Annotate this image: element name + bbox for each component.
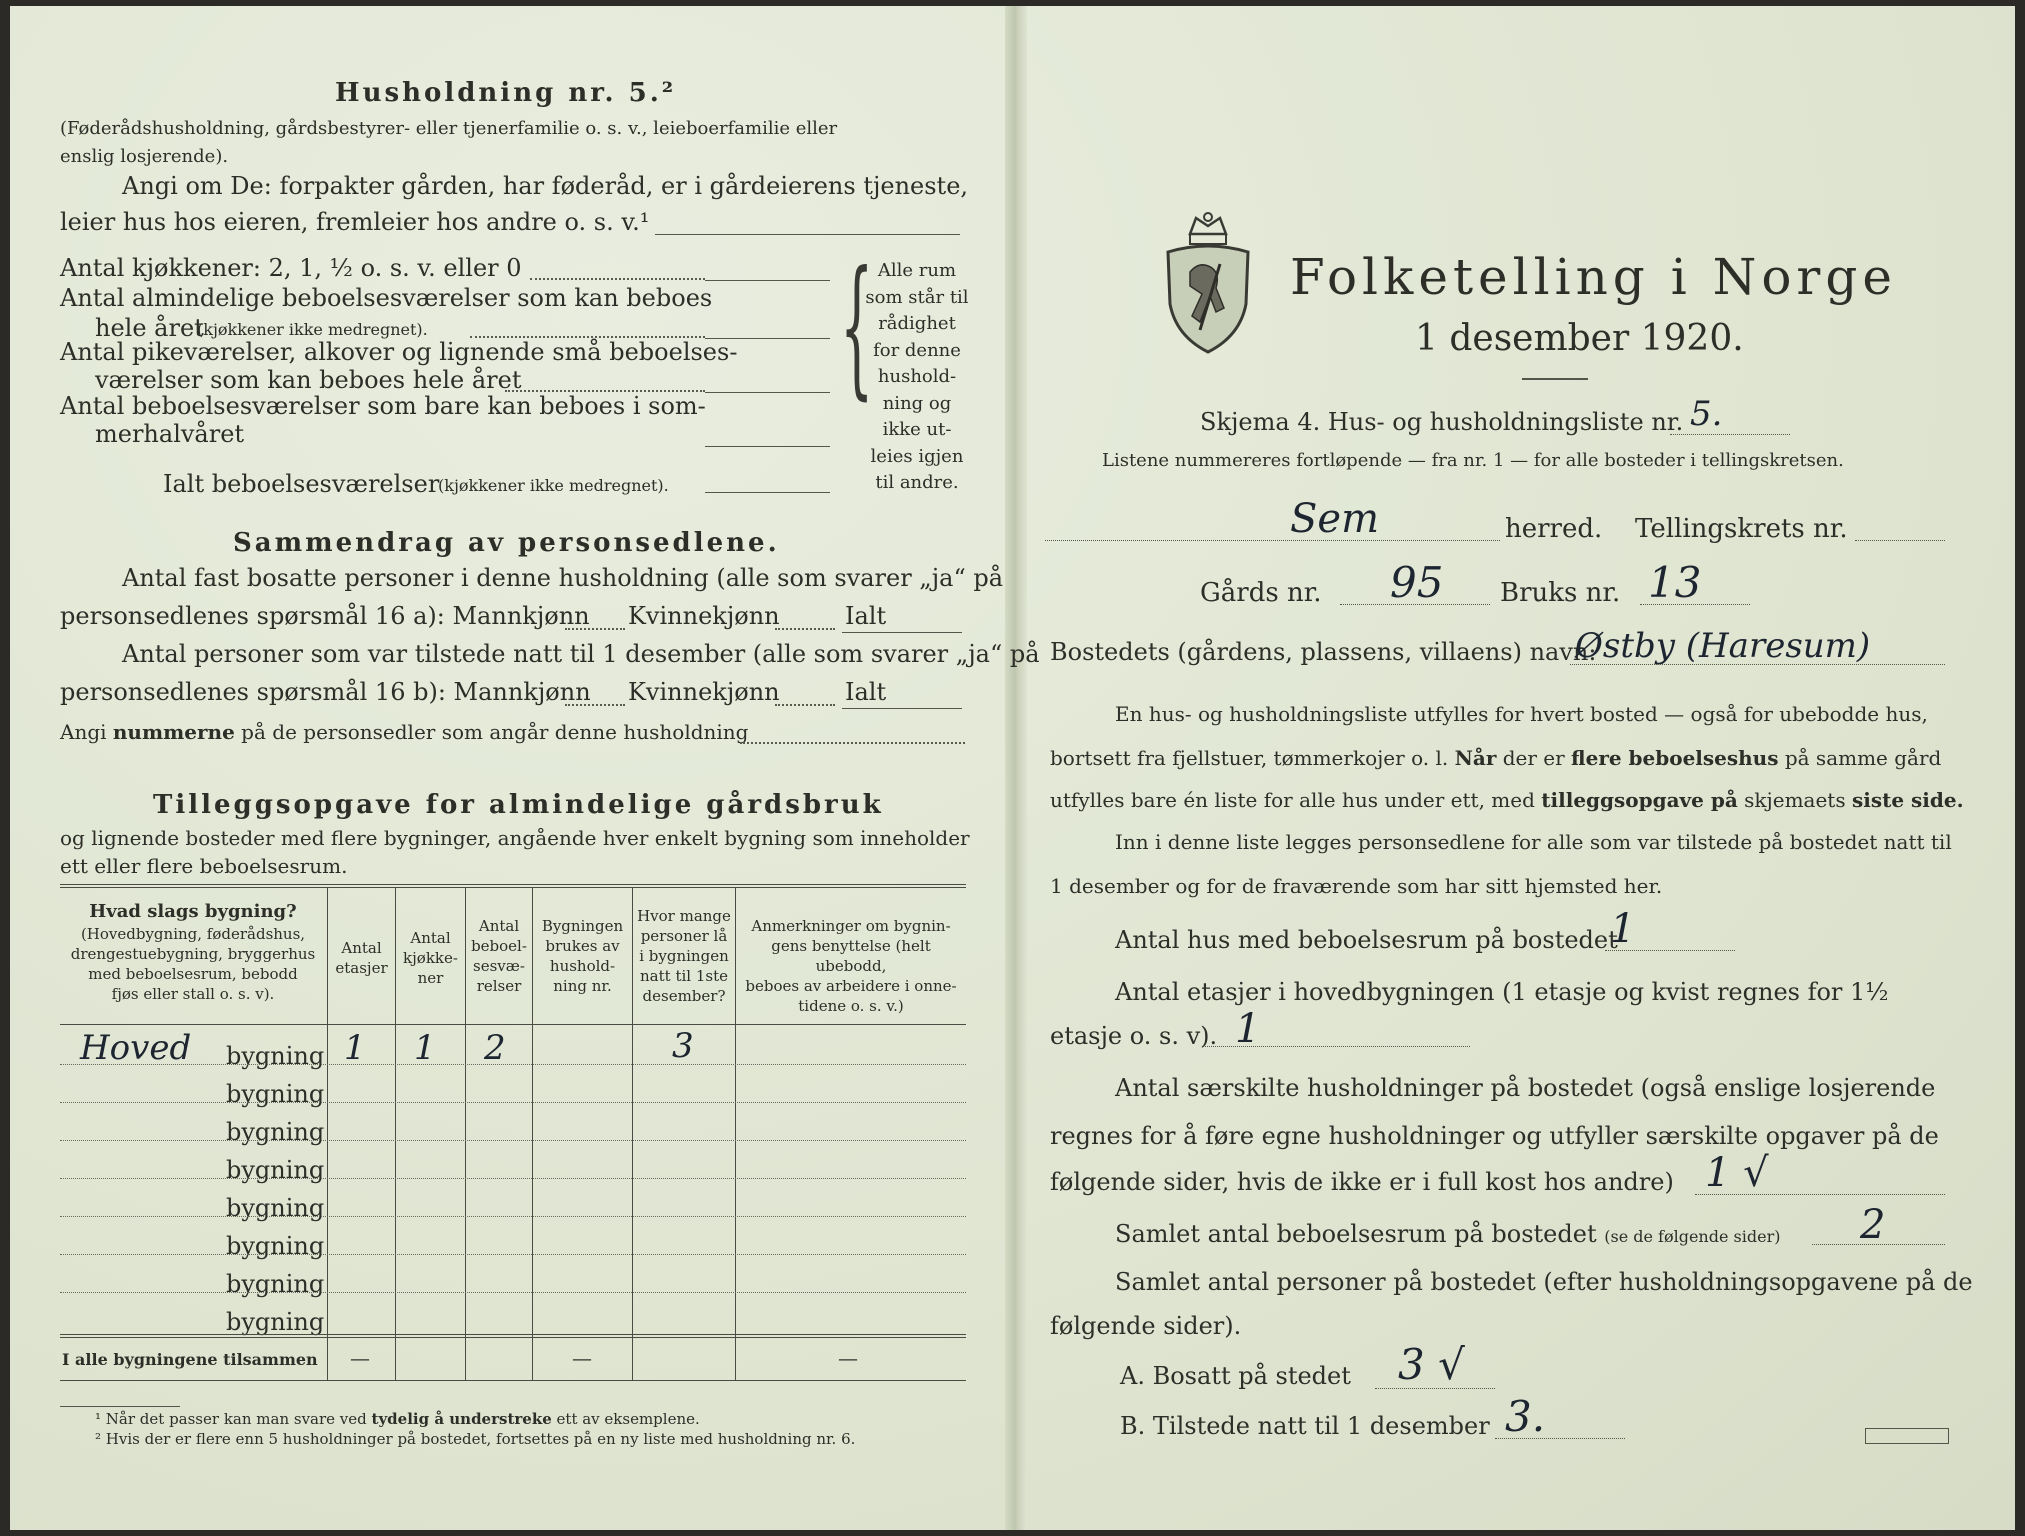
instructions-line-4: Inn i denne liste legges personsedlene for alle som var tilstede på bostedet natt til <box>1115 830 1952 854</box>
household-intro: (Føderådshusholdning, gårdsbestyrer- eller tjenerfamilie o. s. v., leieboerfamilie eller <box>60 118 838 139</box>
row1-persons: 3 <box>672 1026 694 1066</box>
households-line <box>1695 1194 1945 1195</box>
present-value: 3. <box>1505 1392 1546 1441</box>
table-row-word: bygning <box>226 1118 325 1146</box>
total-floors-dash: — <box>350 1346 370 1370</box>
place-name-line <box>1570 664 1945 665</box>
resident-line <box>1375 1388 1495 1389</box>
total-b-answer <box>842 708 962 709</box>
summary-line-1: Antal fast bosatte personer i denne husholdning (alle som svarer „ja“ på <box>122 564 1004 592</box>
total-rooms-label: Samlet antal beboelsesrum på bostedet (se de følgende sider) <box>1115 1220 1781 1248</box>
place-name-value: Østby (Haresum) <box>1575 626 1871 666</box>
schema-number-line <box>1670 434 1790 435</box>
table-col-line <box>327 888 328 1380</box>
table-row-word: bygning <box>226 1308 325 1336</box>
coat-of-arms-icon <box>1160 212 1256 356</box>
table-row-word: bygning <box>226 1042 325 1070</box>
table-row-rule <box>60 1216 966 1217</box>
table-head-kitchens: Antal kjøkke- ner <box>403 929 458 987</box>
printer-stamp <box>1865 1428 1949 1444</box>
table-row-rule <box>60 1102 966 1103</box>
rooms-label-2: hele året <box>95 314 204 342</box>
row1-rooms: 2 <box>484 1028 506 1068</box>
total-rooms-note: (kjøkkener ikke medregnet). <box>438 476 669 495</box>
table-head-floors: Antal etasjer <box>335 939 388 977</box>
maid-rooms-answer <box>705 392 830 393</box>
male-b-dots <box>565 704 625 706</box>
holding-number-line <box>1640 604 1750 605</box>
houses-label: Antal hus med beboelsesrum på bostedet <box>1115 926 1618 954</box>
table-row-word: bygning <box>226 1156 325 1184</box>
table-col-line <box>735 888 736 1380</box>
supplement-line-2: ett eller flere beboelsesrum. <box>60 854 348 878</box>
female-b-dots <box>775 704 835 706</box>
rooms-note: (kjøkkener ikke medregnet). <box>197 320 428 339</box>
summary-line-4: personsedlenes spørsmål 16 b): Mannkjønn <box>60 678 591 706</box>
kitchens-answer <box>705 280 830 281</box>
district-label: Tellingskrets nr. <box>1635 514 1848 544</box>
female-b-label: Kvinnekjønn <box>628 678 780 706</box>
resident-value: 3 √ <box>1398 1340 1465 1389</box>
table-total-label: I alle bygningene tilsammen <box>62 1350 318 1369</box>
table-head-persons: Hvor mange personer lå i bygningen natt til 1ste desember? <box>637 907 731 1005</box>
answer-line <box>655 234 960 235</box>
household-title: Husholdning nr. 5.² <box>335 78 677 108</box>
census-title: Folketelling i Norge <box>1290 248 1897 306</box>
table-header-rule <box>60 1024 966 1025</box>
total-rooms-line <box>1812 1244 1945 1245</box>
houses-value: 1 <box>1610 906 1636 952</box>
table-col-line <box>632 888 633 1380</box>
supplement-title: Tilleggsopgave for almindelige gårdsbruk <box>153 790 884 820</box>
farm-number-label: Gårds nr. <box>1200 578 1322 608</box>
table-total-rule <box>60 1334 966 1338</box>
table-row-word: bygning <box>226 1270 325 1298</box>
table-head-type: Hvad slags bygning? (Hovedbygning, føderådshus, drengestuebygning, bryggerhus med beboelsesrum, bebodd fjøs eller stall o. s. v). <box>70 901 316 1003</box>
brace-note: Alle rum som står til rådighet for denne hushold- ning og ikke ut- leies igjen til andre. <box>865 260 969 493</box>
households-label: Antal særskilte husholdninger på bostedet (også enslige losjerende <box>1115 1074 1936 1102</box>
maid-rooms-label-2: værelser som kan beboes hele året <box>95 366 522 394</box>
farm-number-line <box>1340 604 1490 605</box>
total-persons-label: Samlet antal personer på bostedet (efter husholdningsopgavene på de <box>1115 1268 1973 1296</box>
total-household-dash: — <box>572 1346 592 1370</box>
footnote-rule <box>60 1406 180 1407</box>
present-label: B. Tilstede natt til 1 desember <box>1120 1412 1490 1440</box>
brace-symbol: { <box>840 240 874 414</box>
municipality-line <box>1045 540 1500 541</box>
male-a-dots <box>565 628 625 630</box>
table-col-line <box>465 888 466 1380</box>
houses-line <box>1605 950 1735 951</box>
supplement-line-1: og lignende bosteder med flere bygninger, angående hver enkelt bygning som inneholder <box>60 826 970 850</box>
total-a-label: Ialt <box>845 602 887 630</box>
table-row-rule <box>60 1254 966 1255</box>
farm-number-value: 95 <box>1390 558 1444 607</box>
summer-rooms-label: Antal beboelsesværelser som bare kan beboes i som- <box>60 392 706 420</box>
table-col-line <box>532 888 533 1380</box>
instructions-line-5: 1 desember og for de fraværende som har sitt hjemsted her. <box>1050 874 1663 898</box>
footnote-2: ² Hvis der er flere enn 5 husholdninger på bostedet, fortsettes på en ny liste med husholdning nr. 6. <box>95 1430 856 1448</box>
households-label-2: regnes for å føre egne husholdninger og utfyller særskilte opgaver på de <box>1050 1122 1939 1150</box>
instructions-line-1: En hus- og husholdningsliste utfylles for hvert bosted — også for ubebodde hus, <box>1115 702 1928 726</box>
total-a-answer <box>842 632 962 633</box>
angi-line-1: Angi om De: forpakter gården, har føderåd, er i gårdeierens tjeneste, <box>122 172 969 200</box>
table-bottom-rule <box>60 1380 966 1381</box>
instructions-line-2: bortsett fra fjellstuer, tømmerkojer o. l. Når der er flere beboelseshus på samme gård <box>1050 746 1942 770</box>
table-row-word: bygning <box>226 1194 325 1222</box>
summer-rooms-answer <box>705 446 830 447</box>
table-col-line <box>395 888 396 1380</box>
summer-rooms-label-2: merhalvåret <box>95 420 245 448</box>
households-value: 1 √ <box>1705 1150 1769 1196</box>
table-top-rule <box>60 884 966 888</box>
table-head-remarks: Anmerkninger om bygnin- gens benyttelse (helt ubebodd, beboes av arbeidere i onne- tidene o. s. v.) <box>745 917 957 1015</box>
table-row-rule <box>60 1064 966 1065</box>
kitchens-dots <box>530 278 705 280</box>
present-line <box>1495 1438 1625 1439</box>
floors-value: 1 <box>1235 1006 1261 1052</box>
footnote-1: ¹ Når det passer kan man svare ved tydelig å understreke ett av eksemplene. <box>95 1410 700 1428</box>
table-head-rooms: Antal beboel- sesvæ- relser <box>471 917 527 995</box>
kitchens-label: Antal kjøkkener: 2, 1, ½ o. s. v. eller 0 <box>60 254 522 282</box>
instructions-line-3: utfylles bare én liste for alle hus under ett, med tilleggsopgave på skjemaets siste side. <box>1050 788 1964 812</box>
row1-building-type: Hoved <box>80 1028 192 1068</box>
resident-label: A. Bosatt på stedet <box>1120 1362 1351 1390</box>
floors-label: Antal etasjer i hovedbygningen (1 etasje og kvist regnes for 1½ <box>1115 978 1889 1006</box>
place-name-label: Bostedets (gårdens, plassens, villaens) navn: <box>1050 638 1597 666</box>
page-fold <box>1005 6 1027 1530</box>
rooms-label: Antal almindelige beboelsesværelser som kan beboes <box>60 284 713 312</box>
table-row-word: bygning <box>226 1080 325 1108</box>
numbers-dots <box>740 742 965 744</box>
summary-line-3: Antal personer som var tilstede natt til 1 desember (alle som svarer „ja“ på <box>122 640 1040 668</box>
table-head-household: Bygningen brukes av hushold- ning nr. <box>541 917 624 995</box>
summary-line-2: personsedlenes spørsmål 16 a): Mannkjønn <box>60 602 590 630</box>
table-row-rule <box>60 1292 966 1293</box>
table-row-word: bygning <box>226 1232 325 1260</box>
total-rooms-label: Ialt beboelsesværelser <box>163 470 440 498</box>
total-rooms-value: 2 <box>1860 1202 1886 1248</box>
row1-floors: 1 <box>344 1028 366 1068</box>
floors-line <box>1205 1046 1470 1047</box>
census-date: 1 desember 1920. <box>1415 318 1744 359</box>
total-remarks-dash: — <box>838 1346 858 1370</box>
schema-line: Skjema 4. Hus- og husholdningsliste nr. <box>1200 408 1684 436</box>
holding-number-value: 13 <box>1648 558 1702 607</box>
female-a-label: Kvinnekjønn <box>628 602 780 630</box>
table-row-rule <box>60 1140 966 1141</box>
table-row-rule <box>60 1178 966 1179</box>
numbering-note: Listene nummereres fortløpende — fra nr. 1 — for alle bosteder i tellingskretsen. <box>1102 450 1844 471</box>
floors-label-2: etasje o. s. v). <box>1050 1022 1218 1050</box>
district-line <box>1855 540 1945 541</box>
total-rooms-answer <box>705 492 830 493</box>
row1-kitchens: 1 <box>414 1028 436 1068</box>
municipality-label: herred. <box>1505 514 1603 544</box>
numbers-line: Angi nummerne på de personsedler som angår denne husholdning <box>60 720 749 744</box>
schema-number: 5. <box>1690 394 1723 434</box>
total-b-label: Ialt <box>845 678 887 706</box>
households-label-3: følgende sider, hvis de ikke er i full kost hos andre) <box>1050 1168 1674 1196</box>
title-rule <box>1522 378 1588 380</box>
summary-title: Sammendrag av personsedlene. <box>233 528 780 558</box>
holding-number-label: Bruks nr. <box>1500 578 1621 608</box>
female-a-dots <box>775 628 835 630</box>
household-intro-2: enslig losjerende). <box>60 146 229 167</box>
maid-rooms-label: Antal pikeværelser, alkover og lignende små beboelses- <box>60 338 738 366</box>
total-persons-label-2: følgende sider). <box>1050 1312 1242 1340</box>
angi-line-2: leier hus hos eieren, fremleier hos andre o. s. v.¹ <box>60 208 650 236</box>
municipality-value: Sem <box>1290 496 1380 542</box>
